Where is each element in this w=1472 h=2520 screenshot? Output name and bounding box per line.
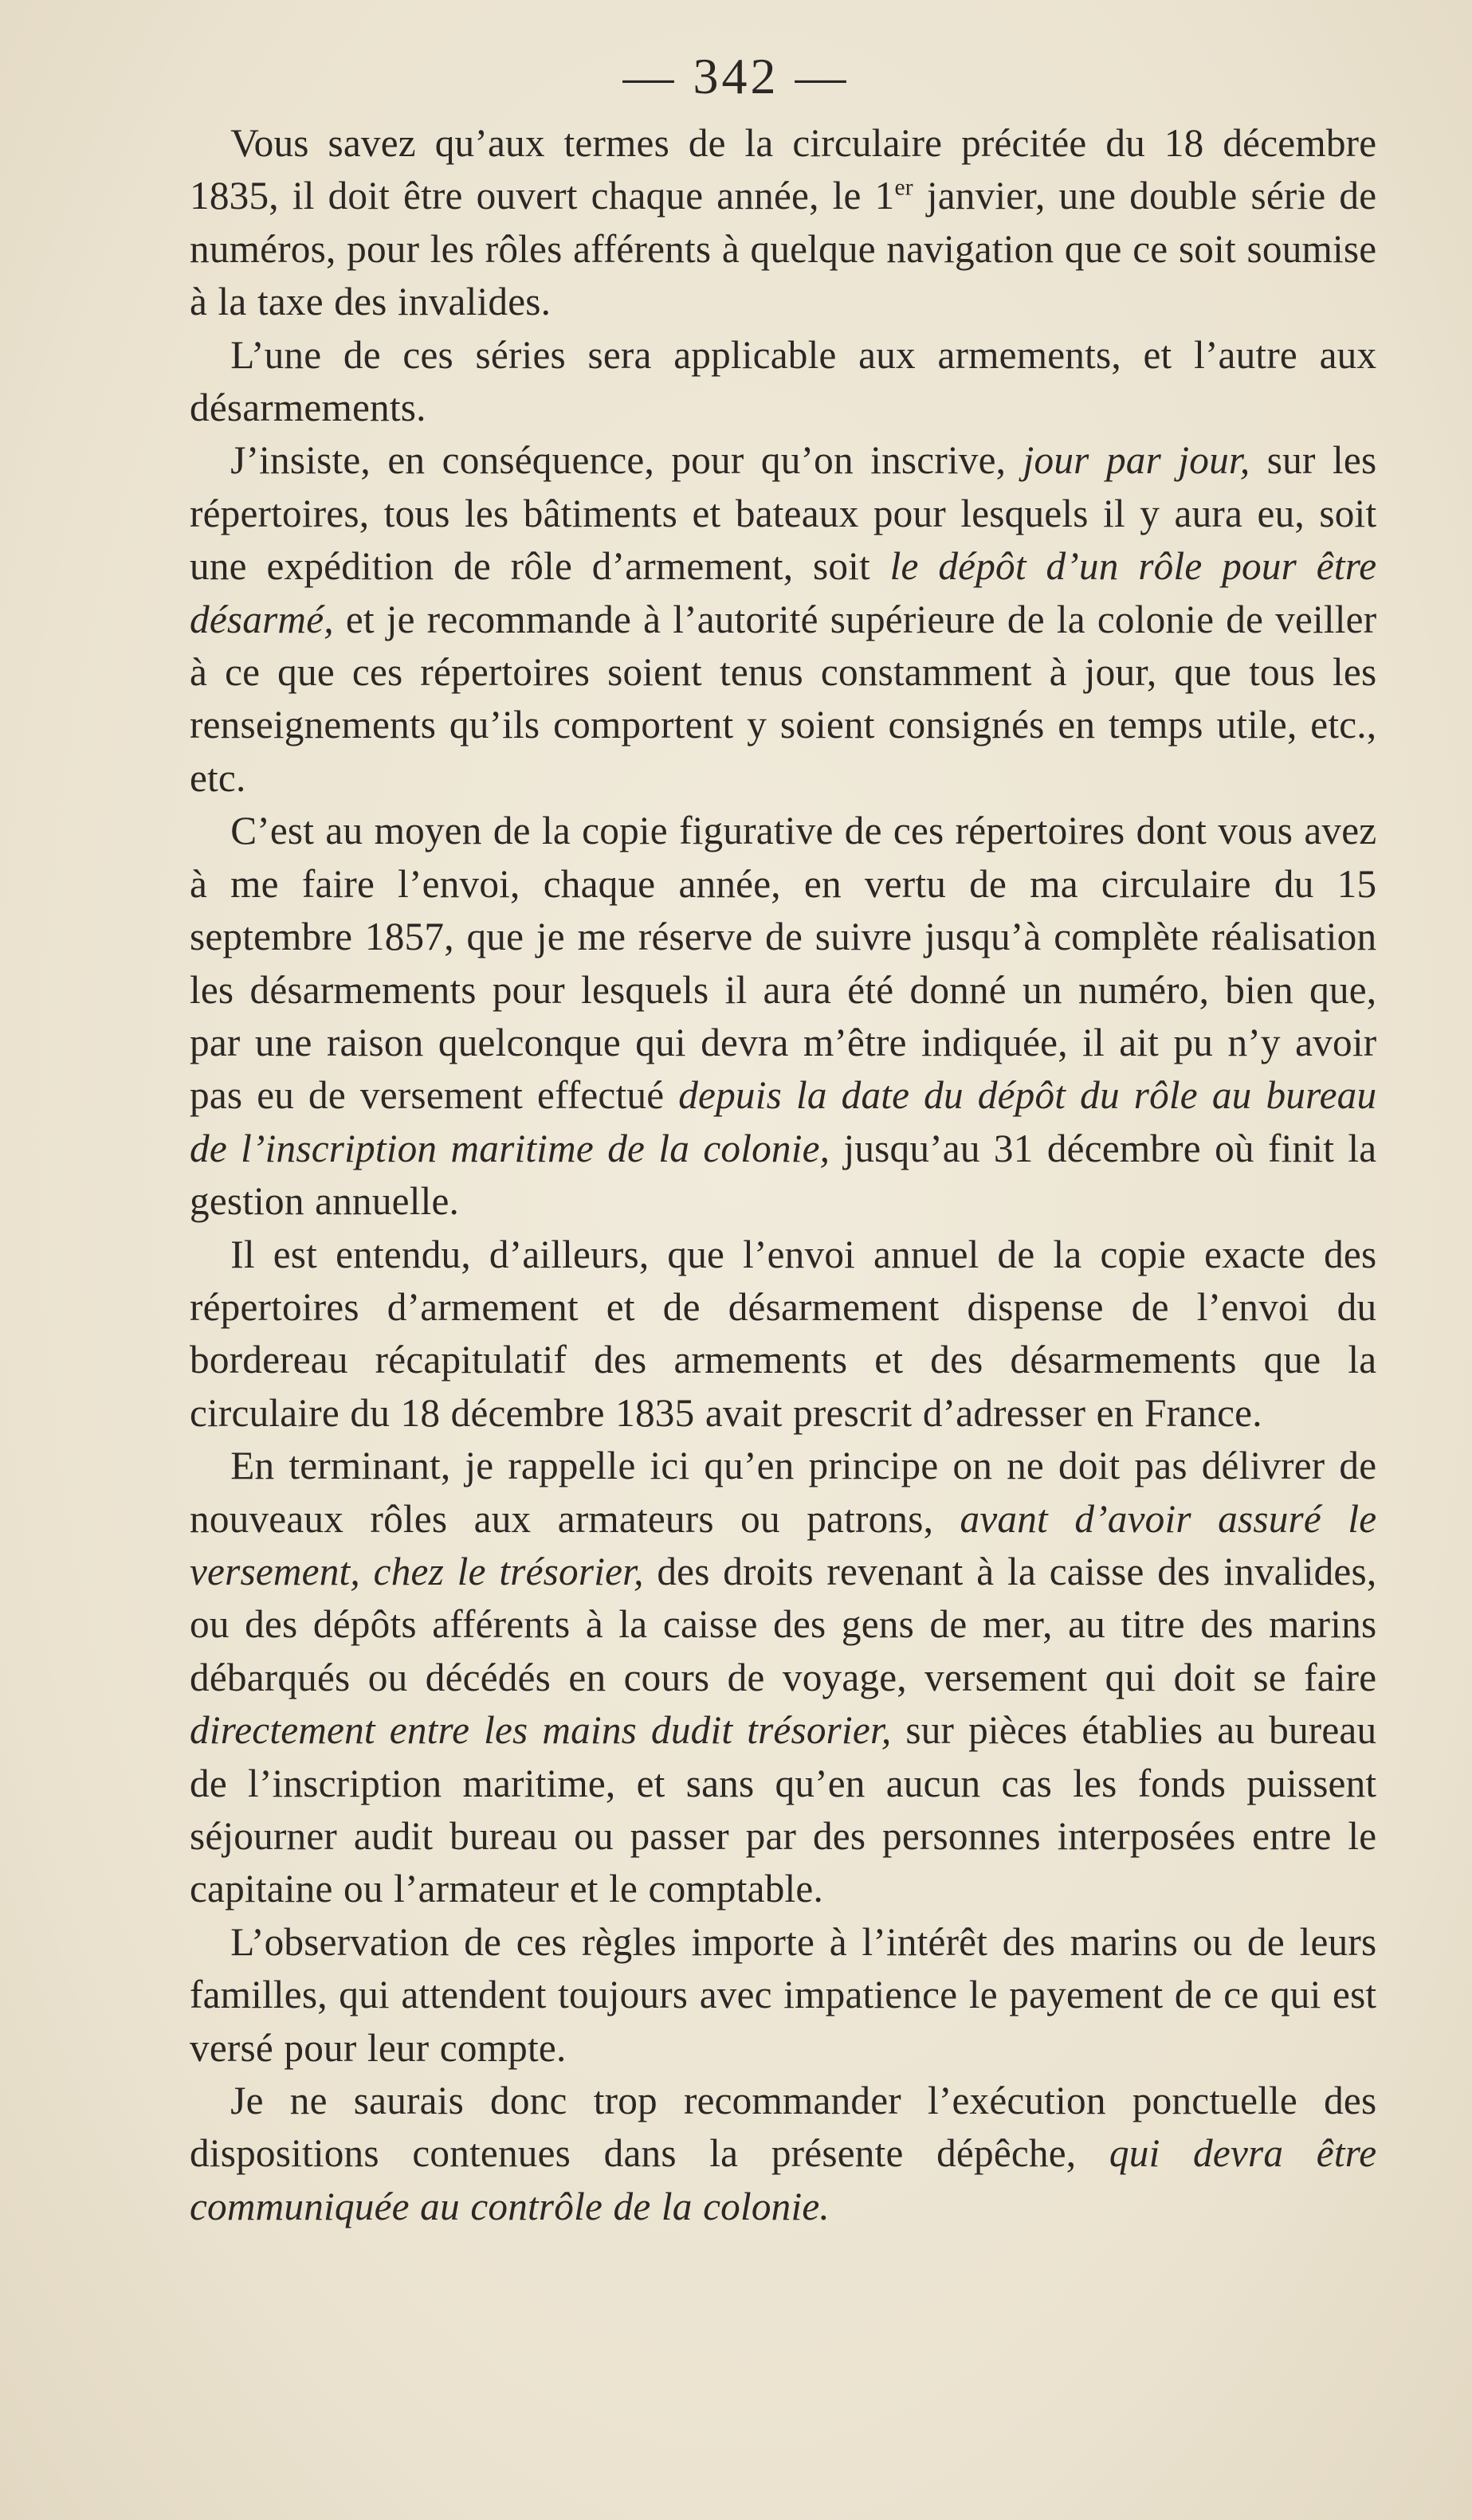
text-segment: Il est entendu, d’ailleurs, que l’envoi annuel de la copie exacte des répertoires d’armement et de désarmement dispense de l’envoi du bordereau récapitulatif des armements et des désarmements que la circulaire du 18 décembre 1835 avait prescrit d’adresser en France. [190,1231,1377,1435]
text-segment: et je recommande à l’autorité supérieure de la colonie de veiller à ce que ces répertoires soient tenus constamment à jour, que tous les renseignements qu’ils comportent y soient consignés en temps utile, etc., etc. [190,596,1377,800]
text-segment: J’insiste, en conséquence, pour qu’on inscrive, [230,437,1023,483]
paragraph [190,1439,1376,1915]
paragraph [190,1228,1376,1440]
paragraph [190,1915,1376,2074]
paragraph [190,2074,1376,2232]
text-segment: Vous savez qu’aux termes de la circulaire précitée du 18 décembre 1835, il doit être ouvert chaque année, le 1 [190,120,1377,218]
text-segment: des droits revenant à la caisse des invalides, ou des dépôts afférents à la caisse des gens de mer, au titre des marins débarqués ou décédés en cours de voyage, versement qui doit se faire [190,1548,1377,1699]
text-segment: C’est au moyen de la copie figurative de ces répertoires dont vous avez à me faire l’envoi, chaque année, en vertu de ma circulaire du 15 septembre 1857, que je me réserve de suivre jusqu’à complète réalisation les désarmements pour lesquels il aura été donné un numéro, bien que, par une raison quelconque qui devra m’être indiquée, il ait pu n’y avoir pas eu de versement effectué [190,808,1377,1118]
text-segment: sur les répertoires, tous les bâtiments et bateaux pour lesquels il y aura eu, soit une expédition de rôle d’armement, soit [190,437,1377,589]
text-segment: En terminant, je rappelle ici qu’en principe on ne doit pas délivrer de nouveaux rôles aux armateurs ou patrons, [190,1443,1377,1541]
italic-text: avant d’avoir assuré le versement, chez le trésorier, [190,1495,1377,1593]
italic-text: qui devra être communiquée au contrôle de la colonie. [190,2130,1377,2228]
italic-text: depuis la date du dépôt du rôle au bureau de l’inscription maritime de la colonie, [190,1072,1377,1170]
text-segment: L’observation de ces règles importe à l’intérêt des marins ou de leurs familles, qui attendent toujours avec impatience le payement de ce qui est versé pour leur compte. [190,1918,1377,2070]
italic-text: jour par jour, [1023,437,1250,483]
superscript: er [894,174,913,201]
paragraph [190,116,1376,328]
italic-text: directement entre les mains dudit trésorier, [190,1707,892,1753]
text-segment: janvier, une double série de numéros, pour les rôles afférents à quelque navigation que ce soit soumise à la taxe des invalides. [190,173,1377,324]
italic-text: le dépôt d’un rôle pour être désarmé, [190,543,1377,641]
paragraph [190,328,1376,434]
text-segment: sur pièces établies au bureau de l’inscription maritime, et sans qu’en aucun cas les fonds puissent séjourner audit bureau ou passer par des personnes interposées entre le capitaine ou l’armateur et le comptable. [190,1707,1377,1911]
paragraph [190,804,1376,1227]
body-text [190,116,1395,2232]
text-segment: Je ne saurais donc trop recommander l’exécution ponctuelle des dispositions contenues dans la présente dépêche, [190,2078,1377,2176]
paragraph [190,433,1376,804]
text-segment: L’une de ces séries sera applicable aux armements, et l’autre aux désarmements. [190,331,1377,430]
text-segment: jusqu’au 31 décembre où finit la gestion annuelle. [190,1125,1377,1224]
page-number: — 342 — [622,48,850,104]
